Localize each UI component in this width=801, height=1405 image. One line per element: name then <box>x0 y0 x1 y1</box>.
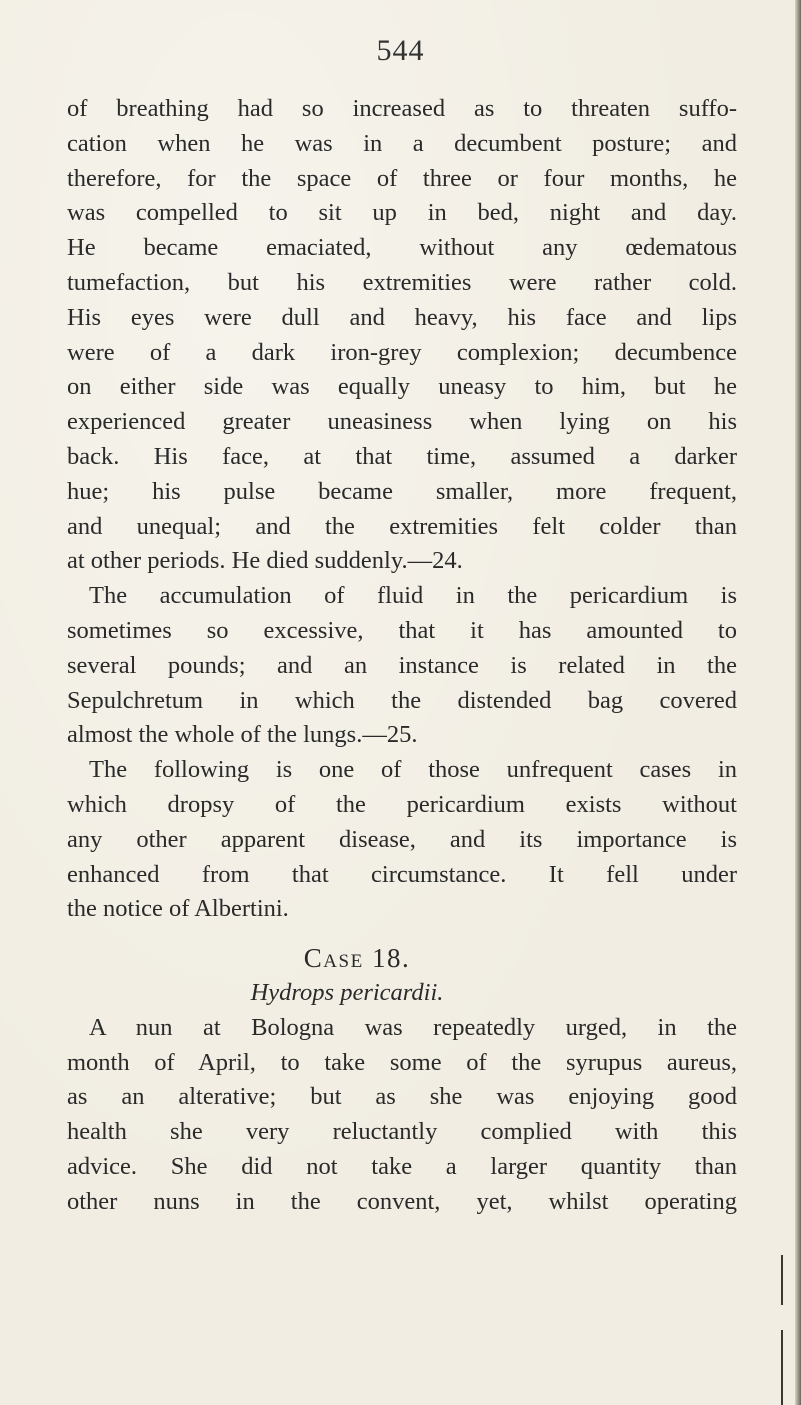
body-text <box>67 92 737 1220</box>
paragraph-4 <box>67 1011 737 1220</box>
text-line: The following is one of those unfrequent cases in <box>89 756 737 784</box>
spacer <box>67 927 737 941</box>
text-line: tumefaction, but his extremities were rather cold. <box>67 268 737 296</box>
text-line: His eyes were dull and heavy, his face and lips <box>67 303 737 331</box>
text-line: He became emaciated, without any œdematous <box>67 234 737 262</box>
paragraph-2 <box>67 579 737 753</box>
paragraph-1 <box>67 92 737 579</box>
text-line: therefore, for the space of three or four months, he <box>67 164 737 192</box>
text-line: The accumulation of fluid in the pericardium is <box>89 582 737 610</box>
text-line: on either side was equally uneasy to him, but he <box>67 373 737 401</box>
text-line: almost the whole of the lungs.—25. <box>67 721 418 749</box>
text-line: other nuns in the convent, yet, whilst operating <box>67 1187 737 1215</box>
text-line: of breathing had so increased as to threaten suffo- <box>67 95 737 122</box>
page-edge-shadow <box>795 0 801 1405</box>
text-line: month of April, to take some of the syrupus aureus, <box>67 1048 737 1076</box>
margin-rule <box>781 1255 783 1305</box>
text-line: Sepulchretum in which the distended bag covered <box>67 686 737 714</box>
paragraph-3 <box>67 753 737 927</box>
margin-rule <box>781 1330 783 1405</box>
text-line: health she very reluctantly complied with this <box>67 1118 737 1146</box>
text-line: A nun at Bologna was repeatedly urged, in the <box>89 1013 737 1041</box>
text-line: was compelled to sit up in bed, night and day. <box>67 199 737 227</box>
text-line: were of a dark iron-grey complexion; decumbence <box>67 338 737 366</box>
text-line: hue; his pulse became smaller, more frequent, <box>67 477 737 505</box>
text-line: enhanced from that circumstance. It fell under <box>67 860 737 888</box>
text-line: as an alterative; but as she was enjoying good <box>67 1083 737 1111</box>
text-line: and unequal; and the extremities felt colder than <box>67 512 737 540</box>
case-subtitle: Hydrops pericardii. <box>250 978 444 1006</box>
text-line: sometimes so excessive, that it has amounted to <box>67 616 737 644</box>
text-line: which dropsy of the pericardium exists without <box>67 790 737 818</box>
text-line: any other apparent disease, and its importance is <box>67 825 737 853</box>
text-line: several pounds; and an instance is related in the <box>67 651 737 679</box>
text-line: at other periods. He died suddenly.—24. <box>67 547 463 575</box>
text-line: experienced greater uneasiness when lying on his <box>67 408 737 436</box>
text-line: advice. She did not take a larger quantity than <box>67 1152 737 1180</box>
text-line: cation when he was in a decumbent posture; and <box>67 129 737 157</box>
page-number: 544 <box>376 34 425 67</box>
text-line: the notice of Albertini. <box>67 895 289 923</box>
case-heading: Case 18. <box>303 943 411 974</box>
text-line: back. His face, at that time, assumed a darker <box>67 442 737 470</box>
